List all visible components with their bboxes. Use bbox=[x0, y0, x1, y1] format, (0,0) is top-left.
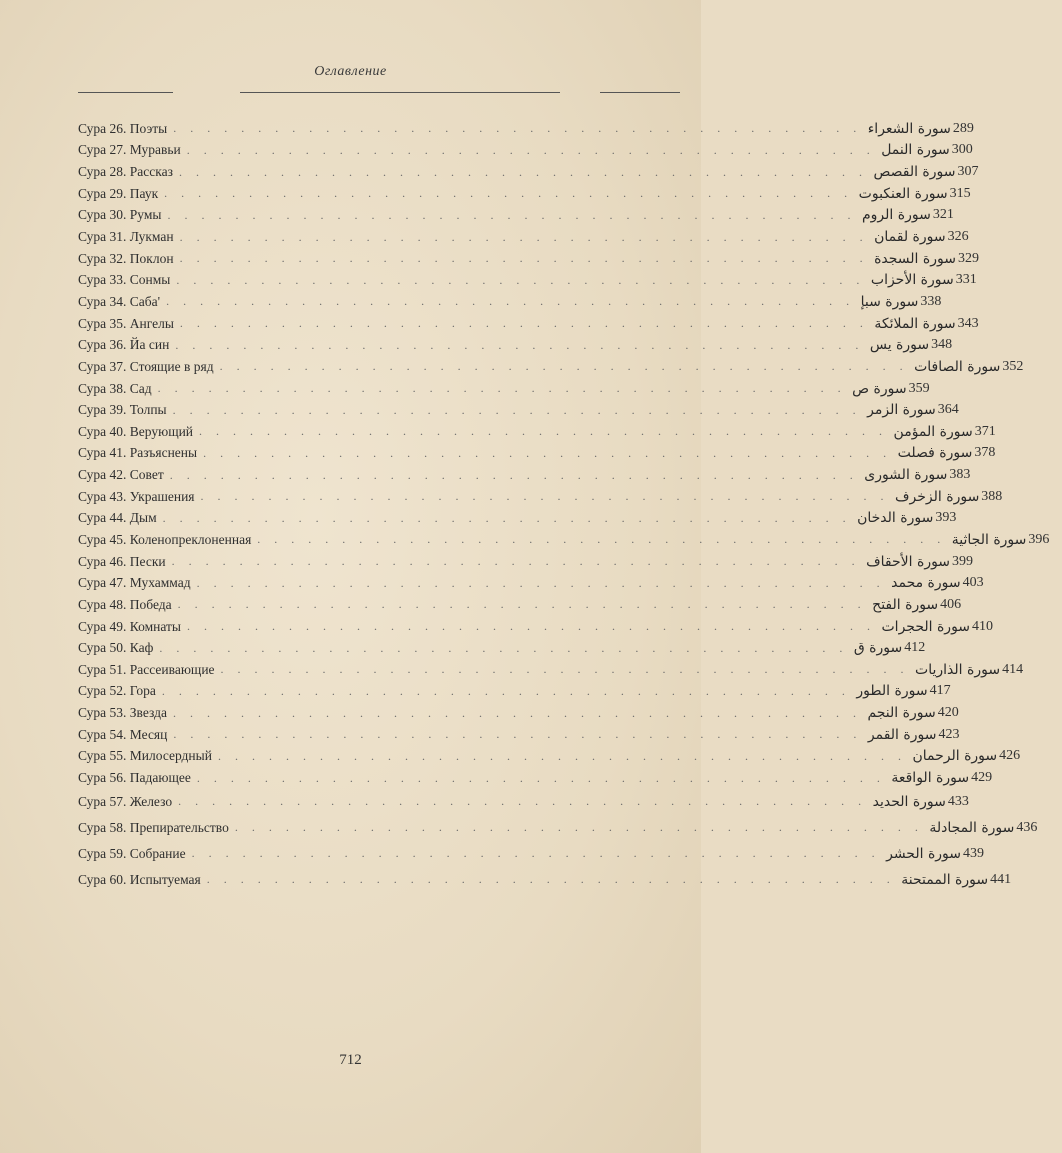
toc-entry-arabic-title: سورة الدخان bbox=[857, 510, 934, 527]
toc-entry-page: 383 bbox=[949, 467, 971, 483]
toc-entry-label: Сура 39. Толпы bbox=[78, 402, 167, 418]
toc-entry-label: Сура 46. Пески bbox=[78, 553, 166, 569]
toc-entry-arabic-title: سورة الحجرات bbox=[881, 618, 971, 635]
dot-leader: . . . . . . . . . . . . . . . . . . . . . . . . . . . . . . . . . . . . . . . . . bbox=[172, 402, 862, 417]
toc-entry-label: Сура 55. Милосердный bbox=[78, 748, 212, 764]
toc-entry[interactable] bbox=[78, 529, 1050, 551]
dot-leader: . . . . . . . . . . . . . . . . . . . . . . . . . . . . . . . . . . . . . . . . . bbox=[206, 872, 896, 887]
page-number: 712 bbox=[339, 1052, 362, 1068]
toc-entry-label: Сура 40. Верующий bbox=[78, 423, 194, 439]
toc-entry-arabic-title: سورة الجاثية bbox=[951, 531, 1027, 548]
dot-leader: . . . . . . . . . . . . . . . . . . . . . . . . . . . . . . . . . . . . . . . . . bbox=[173, 121, 862, 136]
toc-entry-label: Сура 37. Стоящие в ряд bbox=[78, 358, 214, 374]
dot-leader: . . . . . . . . . . . . . . . . . . . . . . . . . . . . . . . . . . . . . . . . . bbox=[200, 489, 890, 504]
toc-entry-label: Сура 31. Лукман bbox=[78, 229, 174, 245]
toc-entry-arabic-title: سورة الأحقاف bbox=[866, 553, 951, 570]
toc-entry-label: Сура 35. Ангелы bbox=[78, 315, 174, 331]
toc-entry-page: 410 bbox=[972, 618, 994, 634]
toc-entry-page: 393 bbox=[935, 510, 957, 526]
toc-entry-label: Сура 38. Сад bbox=[78, 380, 152, 396]
dot-leader: . . . . . . . . . . . . . . . . . . . . . . . . . . . . . . . . . . . . . . . . . bbox=[196, 575, 886, 590]
toc-entry-page: 359 bbox=[908, 380, 930, 396]
toc-entry-arabic-title: سورة الرحمان bbox=[912, 748, 998, 765]
toc-entry-arabic-title: سورة الحديد bbox=[872, 793, 946, 810]
dot-leader: . . . . . . . . . . . . . . . . . . . . . . . . . . . . . . . . . . . . . . . . . bbox=[178, 164, 868, 179]
toc-entry-label: Сура 56. Падающее bbox=[78, 770, 191, 786]
dot-leader: . . . . . . . . . . . . . . . . . . . . . . . . . . . . . . . . . . . . . . . . . bbox=[178, 794, 867, 809]
dot-leader: . . . . . . . . . . . . . . . . . . . . . . . . . . . . . . . . . . . . . . . . . bbox=[161, 683, 851, 698]
toc-entry-label: Сура 48. Победа bbox=[78, 596, 172, 612]
toc-entry[interactable] bbox=[78, 334, 953, 356]
toc-entry-page: 307 bbox=[957, 164, 979, 180]
toc-entry-label: Сура 51. Рассеивающие bbox=[78, 661, 215, 677]
toc-entry[interactable] bbox=[78, 508, 957, 530]
toc-entry-page: 423 bbox=[938, 726, 960, 742]
toc-entry-page: 352 bbox=[1002, 358, 1024, 374]
toc-entry-page: 364 bbox=[937, 402, 959, 418]
toc-entry-arabic-title: سورة يس bbox=[869, 337, 930, 354]
toc-entry-arabic-title: سورة الفتح bbox=[872, 596, 939, 613]
table-of-contents bbox=[78, 118, 1050, 893]
dot-leader: . . . . . . . . . . . . . . . . . . . . . . . . . . . . . . . . . . . . . . . . . bbox=[203, 445, 892, 460]
toc-entry-arabic-title: سورة العنكبوت bbox=[858, 185, 948, 202]
dot-leader: . . . . . . . . . . . . . . . . . . . . . . . . . . . . . . . . . . . . . . . . . bbox=[169, 467, 859, 482]
dot-leader: . . . . . . . . . . . . . . . . . . . . . . . . . . . . . . . . . . . . . . . . . bbox=[186, 142, 876, 157]
toc-entry-arabic-title: سورة الذاريات bbox=[915, 661, 1001, 678]
toc-entry-page: 412 bbox=[904, 640, 926, 656]
toc-entry[interactable] bbox=[78, 443, 996, 465]
dot-leader: . . . . . . . . . . . . . . . . . . . . . . . . . . . . . . . . . . . . . . . . . bbox=[173, 727, 862, 742]
toc-entry-label: Сура 29. Паук bbox=[78, 185, 159, 201]
toc-entry-label: Сура 53. Звезда bbox=[78, 705, 167, 721]
toc-entry-arabic-title: سورة ص bbox=[852, 380, 907, 397]
dot-leader: . . . . . . . . . . . . . . . . . . . . . . . . . . . . . . . . . . . . . . . . . bbox=[196, 770, 886, 785]
toc-entry[interactable] bbox=[78, 789, 969, 815]
toc-entry-arabic-title: سورة النجم bbox=[867, 705, 936, 722]
toc-entry-page: 403 bbox=[962, 575, 984, 591]
dot-leader: . . . . . . . . . . . . . . . . . . . . . . . . . . . . . . . . . . . . . . . . . bbox=[157, 381, 847, 395]
toc-entry-page: 399 bbox=[952, 553, 974, 569]
dot-leader: . . . . . . . . . . . . . . . . . . . . . . . . . . . . . . . . . . . . . . . . . bbox=[167, 207, 856, 222]
toc-entry-page: 326 bbox=[947, 229, 969, 245]
toc-entry-arabic-title: سورة الزخرف bbox=[895, 488, 980, 505]
dot-leader: . . . . . . . . . . . . . . . . . . . . . . . . . . . . . . . . . . . . . . . . . bbox=[179, 316, 869, 331]
header-rule-left bbox=[78, 92, 173, 93]
toc-entry-page: 321 bbox=[932, 207, 954, 223]
toc-entry-label: Сура 43. Украшения bbox=[78, 488, 195, 504]
toc-entry-label: Сура 50. Каф bbox=[78, 640, 154, 656]
toc-entry[interactable] bbox=[78, 378, 930, 400]
toc-entry-label: Сура 49. Комнаты bbox=[78, 618, 181, 634]
toc-entry-arabic-title: سورة الشورى bbox=[864, 467, 948, 484]
dot-leader: . . . . . . . . . . . . . . . . . . . . . . . . . . . . . . . . . . . . . . . . . bbox=[179, 251, 869, 266]
toc-entry[interactable] bbox=[78, 767, 993, 789]
toc-entry-label: Сура 28. Рассказ bbox=[78, 164, 173, 180]
toc-entry-label: Сура 30. Румы bbox=[78, 207, 162, 223]
toc-entry[interactable] bbox=[78, 269, 977, 291]
toc-entry-label: Сура 32. Поклон bbox=[78, 250, 174, 266]
toc-entry[interactable] bbox=[78, 486, 1003, 508]
toc-entry-arabic-title: سورة الروم bbox=[861, 207, 931, 224]
dot-leader: . . . . . . . . . . . . . . . . . . . . . . . . . . . . . . . . . . . . . . . . . bbox=[179, 229, 869, 244]
toc-entry[interactable] bbox=[78, 681, 951, 703]
toc-entry-page: 343 bbox=[957, 315, 979, 331]
dot-leader: . . . . . . . . . . . . . . . . . . . . . . . . . . . . . . . . . . . . . . . . . bbox=[187, 619, 876, 634]
toc-entry[interactable] bbox=[78, 616, 994, 638]
toc-entry-label: Сура 44. Дым bbox=[78, 510, 157, 526]
toc-entry[interactable] bbox=[78, 313, 979, 335]
dot-leader: . . . . . . . . . . . . . . . . . . . . . . . . . . . . . . . . . . . . . . . . . bbox=[219, 359, 909, 374]
toc-entry[interactable] bbox=[78, 551, 974, 573]
toc-entry-page: 429 bbox=[971, 770, 993, 786]
toc-entry-arabic-title: سورة القصص bbox=[873, 164, 956, 181]
toc-entry-label: Сура 60. Испытуемая bbox=[78, 871, 201, 887]
header-rule-right bbox=[600, 92, 680, 93]
toc-entry-page: 331 bbox=[955, 272, 977, 288]
toc-entry[interactable] bbox=[78, 161, 979, 183]
dot-leader: . . . . . . . . . . . . . . . . . . . . . . . . . . . . . . . . . . . . . . . . . bbox=[164, 186, 853, 201]
toc-entry[interactable] bbox=[78, 205, 954, 227]
dot-leader: . . . . . . . . . . . . . . . . . . . . . . . . . . . . . . . . . . . . . . . . . bbox=[175, 337, 864, 352]
dot-leader: . . . . . . . . . . . . . . . . . . . . . . . . . . . . . . . . . . . . . . . . . bbox=[176, 272, 865, 287]
toc-entry-label: Сура 36. Йа син bbox=[78, 337, 170, 353]
toc-entry[interactable] bbox=[78, 356, 1024, 378]
toc-entry-label: Сура 34. Саба' bbox=[78, 293, 161, 309]
dot-leader: . . . . . . . . . . . . . . . . . . . . . . . . . . . . . . . . . . . . . . . . . bbox=[217, 748, 907, 763]
toc-entry-page: 388 bbox=[981, 488, 1003, 504]
toc-entry-page: 441 bbox=[990, 871, 1012, 887]
dot-leader: . . . . . . . . . . . . . . . . . . . . . . . . . . . . . . . . . . . . . . . . . bbox=[162, 510, 852, 525]
toc-entry-label: Сура 26. Поэты bbox=[78, 120, 168, 136]
toc-entry-page: 406 bbox=[940, 596, 962, 612]
toc-entry[interactable] bbox=[78, 594, 962, 616]
toc-entry-page: 315 bbox=[949, 185, 971, 201]
toc-entry-arabic-title: سورة السجدة bbox=[874, 250, 956, 267]
toc-entry-arabic-title: سورة القمر bbox=[867, 726, 937, 743]
toc-entry[interactable] bbox=[78, 118, 974, 140]
toc-entry[interactable] bbox=[78, 248, 979, 270]
dot-leader: . . . . . . . . . . . . . . . . . . . . . . . . . . . . . . . . . . . . . . . . . bbox=[191, 846, 881, 861]
toc-entry-label: Сура 47. Мухаммад bbox=[78, 575, 191, 591]
toc-entry-arabic-title: سورة الممتحنة bbox=[901, 871, 989, 888]
toc-entry-page: 414 bbox=[1002, 661, 1024, 677]
toc-entry[interactable] bbox=[78, 841, 985, 867]
toc-entry[interactable] bbox=[78, 659, 1024, 681]
toc-entry-arabic-title: سورة المؤمن bbox=[893, 423, 973, 440]
toc-entry-arabic-title: سورة محمد bbox=[891, 575, 961, 592]
toc-entry-label: Сура 41. Разъяснены bbox=[78, 445, 198, 461]
toc-entry[interactable] bbox=[78, 867, 1012, 893]
toc-entry-page: 439 bbox=[963, 845, 985, 861]
toc-entry-arabic-title: سورة الملائكة bbox=[874, 315, 956, 332]
toc-entry-arabic-title: سورة الأحزاب bbox=[870, 272, 954, 289]
toc-entry-label: Сура 27. Муравьи bbox=[78, 142, 181, 158]
toc-entry-arabic-title: سورة الطور bbox=[856, 683, 928, 700]
toc-entry-page: 426 bbox=[999, 748, 1021, 764]
toc-entry[interactable] bbox=[78, 702, 959, 724]
toc-entry[interactable] bbox=[78, 815, 1038, 841]
toc-entry[interactable] bbox=[78, 746, 1021, 768]
toc-entry-page: 348 bbox=[931, 337, 953, 353]
toc-entry-arabic-title: سورة الشعراء bbox=[867, 120, 951, 137]
dot-leader: . . . . . . . . . . . . . . . . . . . . . . . . . . . . . . . . . . . . . . . . . bbox=[171, 554, 861, 569]
dot-leader: . . . . . . . . . . . . . . . . . . . . . . . . . . . . . . . . . . . . . . . . . bbox=[220, 662, 910, 677]
toc-entry-label: Сура 33. Сонмы bbox=[78, 272, 171, 288]
toc-entry[interactable] bbox=[78, 226, 969, 248]
header-rule-middle bbox=[240, 92, 560, 93]
toc-entry-arabic-title: سورة المجادلة bbox=[929, 819, 1015, 836]
toc-entry-page: 417 bbox=[929, 683, 951, 699]
toc-entry[interactable] bbox=[78, 637, 926, 659]
toc-entry-label: Сура 59. Собрание bbox=[78, 845, 186, 861]
toc-entry-arabic-title: سورة الحشر bbox=[886, 845, 962, 862]
toc-entry-label: Сура 58. Препирательство bbox=[78, 819, 229, 835]
toc-entry-arabic-title: سورة لقمان bbox=[874, 229, 946, 246]
toc-entry[interactable] bbox=[78, 183, 971, 205]
toc-entry[interactable] bbox=[78, 464, 971, 486]
toc-entry-page: 371 bbox=[974, 423, 996, 439]
toc-entry-arabic-title: سورة فصلت bbox=[897, 445, 973, 462]
toc-entry-page: 300 bbox=[951, 142, 973, 158]
toc-entry[interactable] bbox=[78, 724, 960, 746]
toc-entry-page: 436 bbox=[1016, 819, 1038, 835]
toc-entry-page: 396 bbox=[1028, 531, 1050, 547]
toc-entry[interactable] bbox=[78, 399, 959, 421]
toc-entry-arabic-title: سورة النمل bbox=[881, 142, 950, 159]
toc-entry-page: 329 bbox=[957, 250, 979, 266]
toc-entry-arabic-title: سورة الزمر bbox=[867, 402, 936, 419]
toc-entry-arabic-title: سورة سبإ bbox=[860, 293, 919, 310]
dot-leader: . . . . . . . . . . . . . . . . . . . . . . . . . . . . . . . . . . . . . . . . . bbox=[177, 597, 867, 612]
toc-entry[interactable] bbox=[78, 291, 942, 313]
dot-leader: . . . . . . . . . . . . . . . . . . . . . . . . . . . . . . . . . . . . . . . . . bbox=[159, 640, 848, 655]
toc-entry-label: Сура 57. Железо bbox=[78, 793, 173, 809]
toc-entry-label: Сура 45. Коленопреклоненная bbox=[78, 531, 252, 547]
toc-entry-page: 378 bbox=[974, 445, 996, 461]
dot-leader: . . . . . . . . . . . . . . . . . . . . . . . . . . . . . . . . . . . . . . . . . bbox=[172, 705, 862, 720]
toc-entry-arabic-title: سورة ق bbox=[853, 640, 903, 657]
running-header: Оглавление bbox=[314, 64, 387, 79]
toc-entry-arabic-title: سورة الصافات bbox=[914, 358, 1001, 375]
toc-entry[interactable] bbox=[78, 140, 973, 162]
toc-entry-page: 420 bbox=[937, 705, 959, 721]
toc-entry-label: Сура 54. Месяц bbox=[78, 726, 168, 742]
toc-entry-page: 289 bbox=[952, 120, 974, 136]
toc-entry-arabic-title: سورة الواقعة bbox=[891, 770, 970, 787]
toc-entry-label: Сура 42. Совет bbox=[78, 467, 164, 483]
dot-leader: . . . . . . . . . . . . . . . . . . . . . . . . . . . . . . . . . . . . . . . . . bbox=[257, 532, 946, 547]
dot-leader: . . . . . . . . . . . . . . . . . . . . . . . . . . . . . . . . . . . . . . . . . bbox=[166, 294, 855, 309]
toc-entry-label: Сура 52. Гора bbox=[78, 683, 156, 699]
dot-leader: . . . . . . . . . . . . . . . . . . . . . . . . . . . . . . . . . . . . . . . . . bbox=[234, 820, 924, 835]
toc-entry[interactable] bbox=[78, 572, 984, 594]
toc-entry-page: 433 bbox=[947, 793, 969, 809]
toc-entry-page: 338 bbox=[920, 293, 942, 309]
dot-leader: . . . . . . . . . . . . . . . . . . . . . . . . . . . . . . . . . . . . . . . . . bbox=[199, 424, 888, 439]
toc-entry[interactable] bbox=[78, 421, 996, 443]
